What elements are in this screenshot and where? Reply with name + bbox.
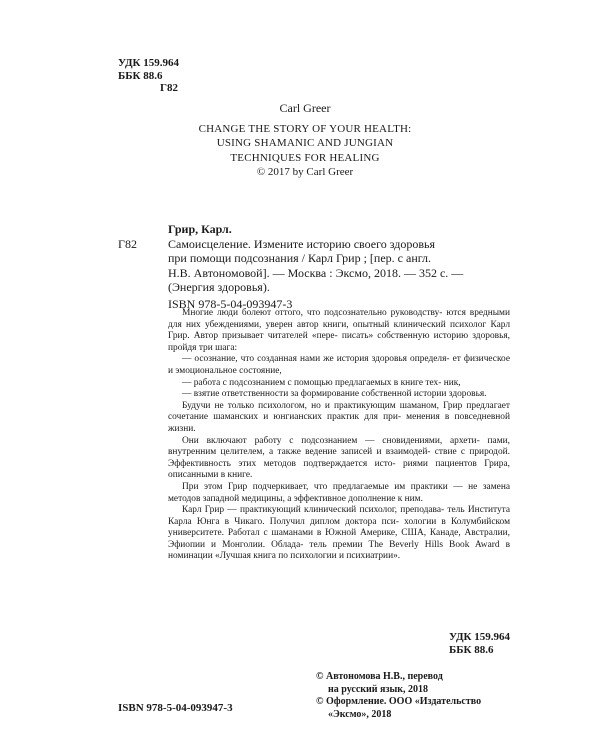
annotation-line: тель премии The Beverly Hills Book Award в номинации «Лучшая книга [168, 539, 510, 562]
original-copyright: © 2017 by Carl Greer [256, 166, 354, 178]
biblio-heading: Грир, Карл. [168, 222, 232, 236]
copyright-line: «Эксмо», 2018 [328, 708, 392, 720]
bbk-code-repeat: ББК 88.6 [448, 644, 494, 656]
original-title-line: TECHNIQUES FOR HEALING [230, 151, 380, 164]
copyright-block [316, 671, 516, 721]
annotation-line: — работа с подсознанием с помощью предлагаемых в книге тех- [182, 377, 442, 388]
annotation-paragraph [168, 378, 510, 390]
annotation-paragraph [168, 482, 510, 505]
annotation-line: здоровья. [448, 389, 487, 400]
annotation-text [168, 308, 510, 563]
copyright-line: © Автономова Н.В., перевод [316, 671, 443, 682]
author-mark: Г82 [160, 82, 178, 94]
annotation-paragraph [168, 354, 510, 377]
biblio-code: Г82 [118, 236, 137, 251]
copyright-line: © Оформление. ООО «Издательство [316, 696, 482, 707]
biblio-entry [118, 237, 510, 295]
udk-code: УДК 159.964 [118, 57, 180, 69]
annotation-line: — осознание, что созданная нами же история здоровья определя- [182, 354, 450, 365]
biblio-line: при помощи подсознания / Карл Грир ; [пер. с англ. [168, 251, 432, 266]
annotation-paragraph [168, 505, 510, 563]
annotation-line: по психологии и психиатрии». [278, 551, 401, 562]
annotation-line: риями пациентов Грира, описанными в книге. [168, 458, 510, 481]
bbk-code: ББК 88.6 [118, 69, 163, 82]
annotation-paragraph [168, 401, 510, 436]
annotation-line: ник, [443, 377, 461, 388]
annotation-line: хологии в Колумбийском университете. Работал с шаманами в Южной [168, 516, 510, 539]
annotation-line: не замена методов западной медицины, а эффективное дополнение к [168, 481, 510, 504]
annotation-line: писать» собственную историю здоровья, пройдя три шага: [168, 331, 511, 353]
annotation-line: ются вредными для них убеждениями, уверен автор книги, опытный [168, 308, 510, 330]
biblio-line: Самоисцеление. Измените историю своего здоровья [168, 236, 435, 251]
annotation-line: ет физическое и эмоциональное состояние, [168, 354, 511, 376]
biblio-isbn: ISBN 978-5-04-093947-3 [168, 296, 293, 311]
annotation-line: При этом Грир подчеркивает, что предлагаемые им практики — [182, 481, 463, 492]
original-edition-block [140, 101, 470, 180]
classification-repeat [449, 631, 510, 657]
original-author: Carl Greer [279, 101, 331, 115]
annotation-line: Будучи не только психологом, но и практикующим шаманом, [182, 400, 439, 411]
biblio-line: (Энергия здоровья). [168, 280, 270, 295]
annotation-line: пами, внутренним целителем, а также ведение записей и взаимодей- [168, 435, 511, 458]
classification-block [118, 57, 179, 95]
annotation-line: Грир предлагает сочетание шаманских и юнгианских практик для при- [168, 400, 510, 423]
original-title-line: USING SHAMANIC AND JUNGIAN [216, 137, 394, 149]
copyright-line: на русский язык, 2018 [328, 683, 429, 695]
annotation-line: Многие люди болеют оттого, что подсознательно руководству- [182, 308, 443, 318]
annotation-line: ним. [404, 493, 423, 504]
annotation-line: тель Института Карла Юнга в Чикаго. Получил диплом доктора пси- [168, 505, 511, 527]
annotation-line: менения в повседневной жизни. [168, 412, 511, 434]
udk-code-repeat: УДК 159.964 [448, 631, 510, 643]
annotation-line: — взятие ответственности за формирование собственной истории [182, 389, 447, 400]
annotation-line: Америке, США, Канаде, Австралии, Эфиопии и Монголии. Облада- [168, 528, 511, 550]
annotation-line: Они включают работу с подсознанием — сновидениями, архети- [182, 435, 480, 446]
annotation-paragraph [168, 308, 510, 354]
isbn-bottom: ISBN 978-5-04-093947-3 [118, 702, 233, 714]
original-title-line: CHANGE THE STORY OF YOUR HEALTH: [198, 122, 412, 135]
annotation-line: клинический психолог Карл Грир. Автор призывает читателей «пере- [168, 319, 511, 342]
annotation-line: ствие с природой. Эффективность этих методов подтверждается исто- [168, 447, 510, 469]
bibliographic-record [118, 222, 510, 312]
biblio-line: Н.В. Автономовой]. — Москва : Эксмо, 2018. — 352 с. — [168, 265, 464, 280]
annotation-paragraph [168, 436, 510, 482]
annotation-line: Карл Грир — практикующий клинический психолог, преподава- [182, 505, 445, 516]
annotation-paragraph [168, 389, 510, 401]
